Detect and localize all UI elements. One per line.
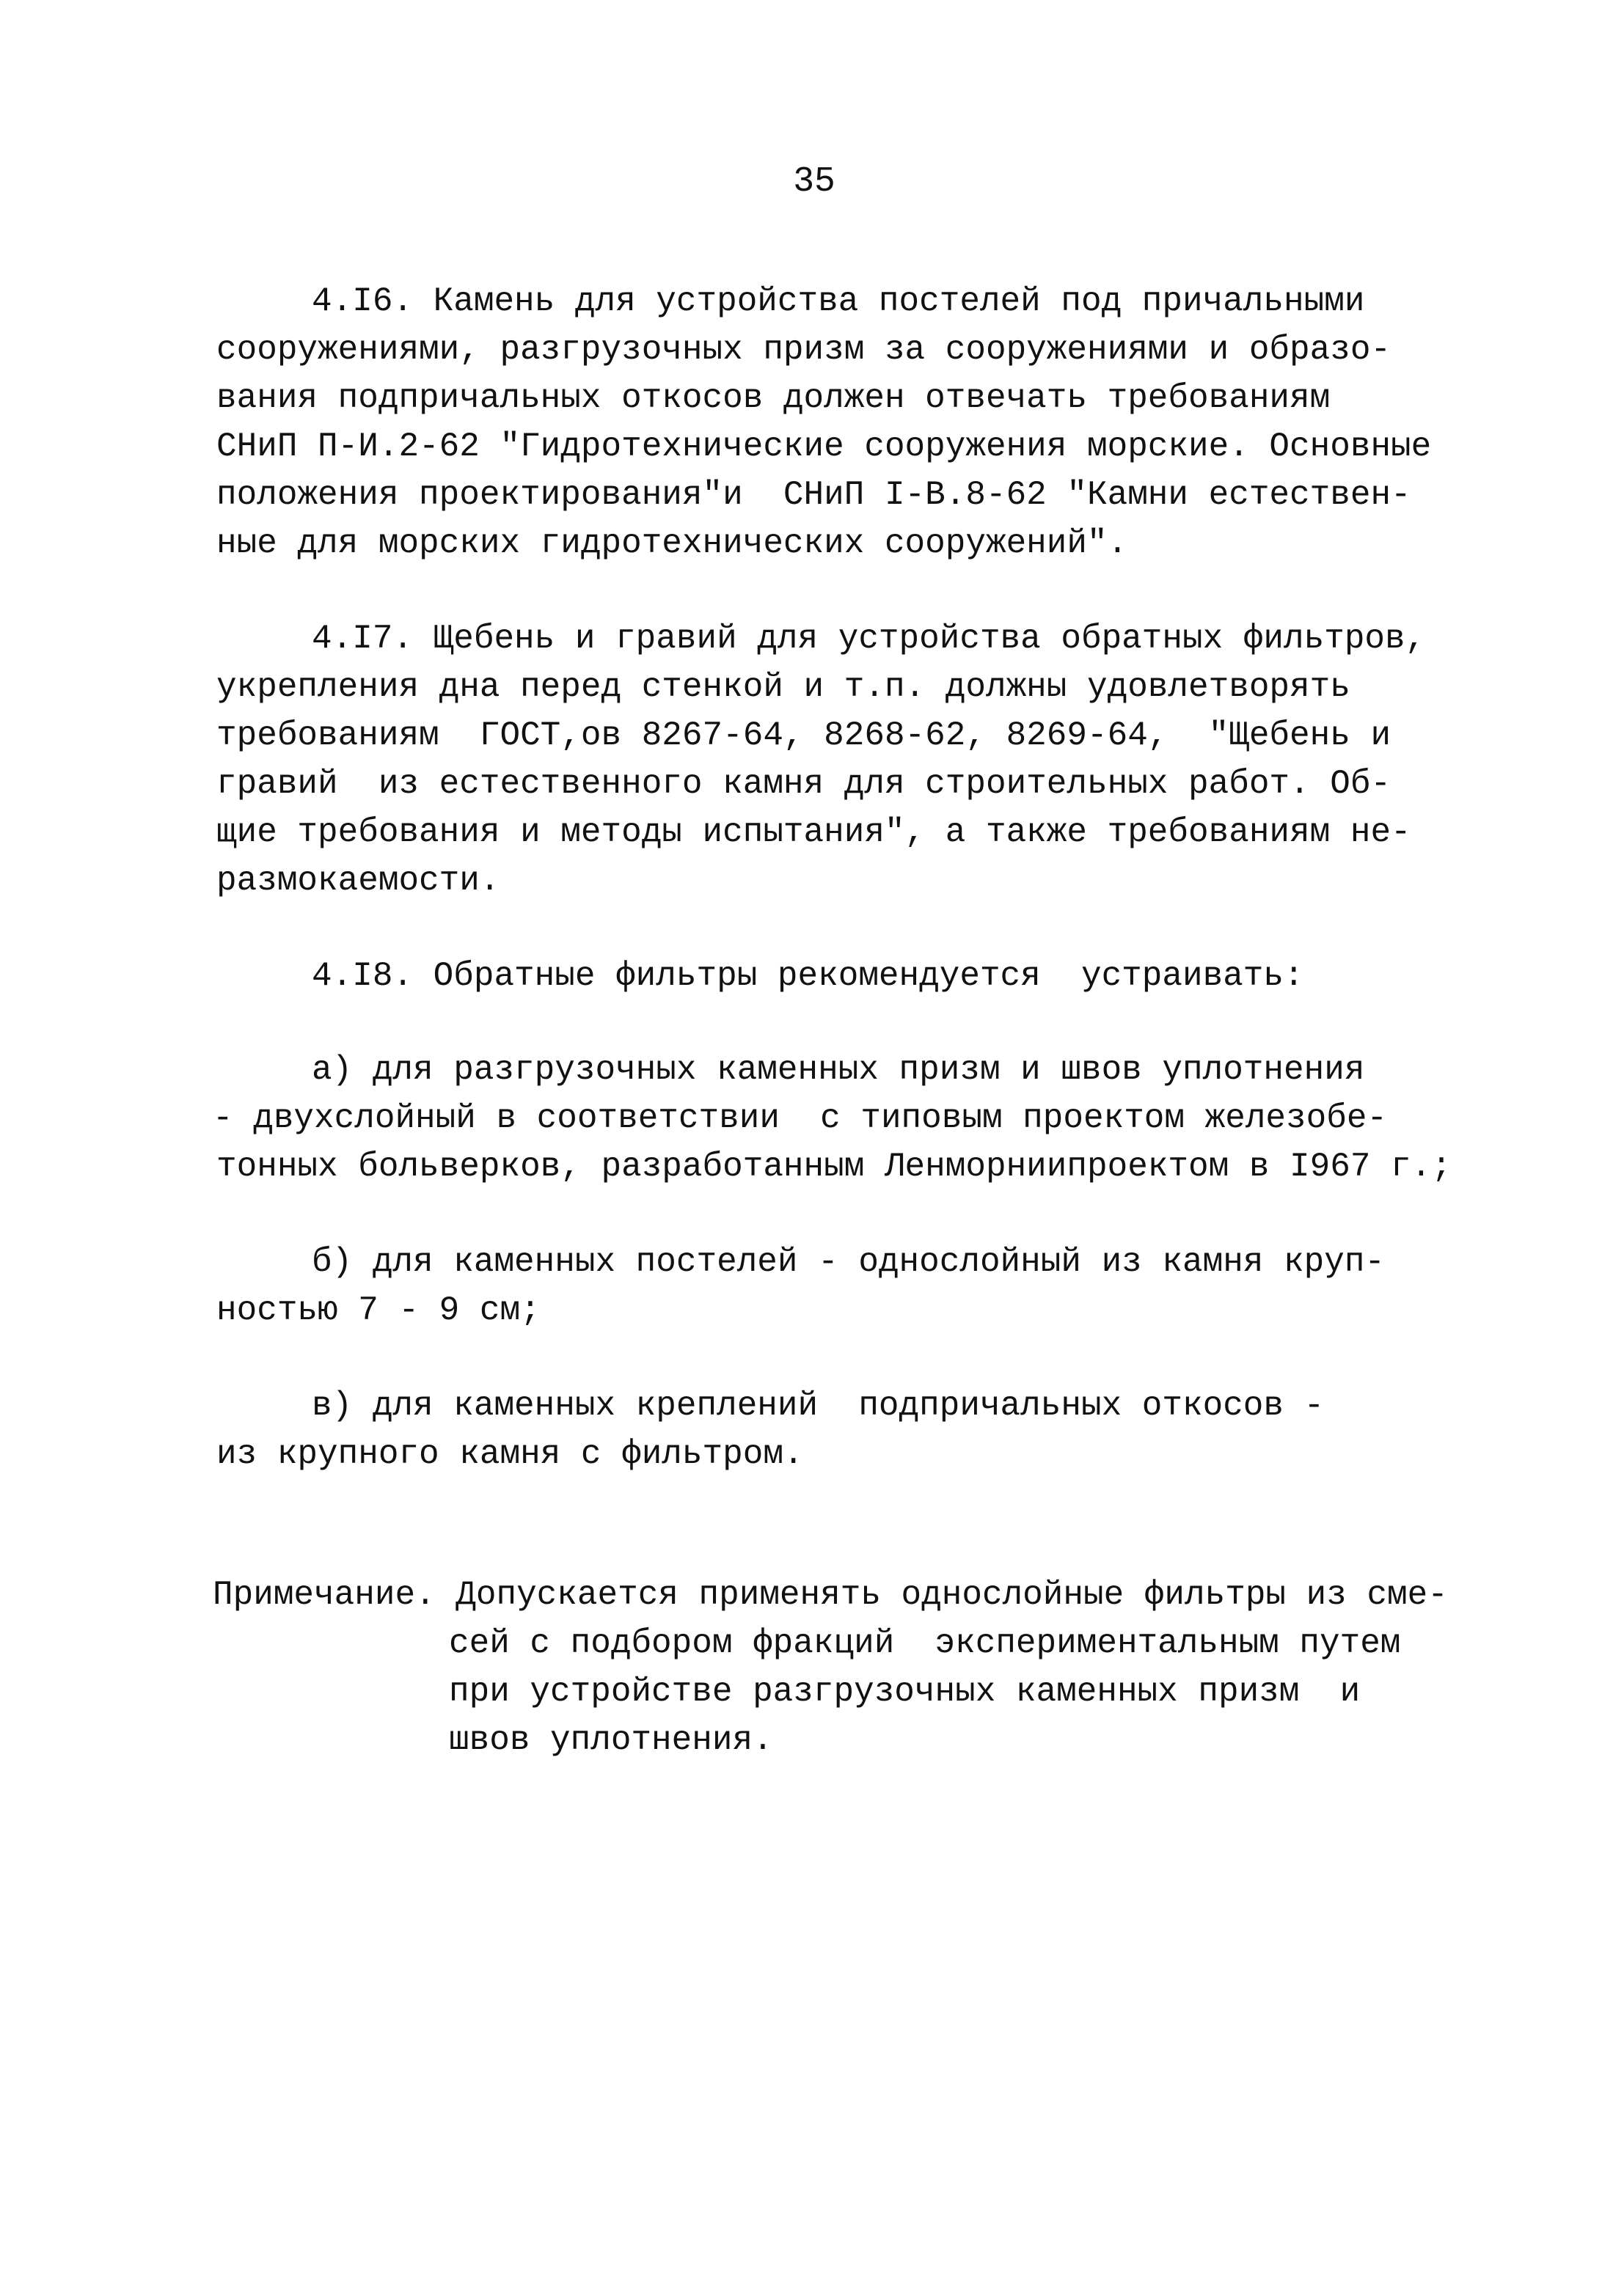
text-line: щие требования и методы испытания", а также требованиям не- bbox=[216, 813, 1411, 851]
text-line: б) для каменных постелей - однослойный из камня круп- bbox=[312, 1243, 1386, 1281]
text-line: сей с подбором фракций экспериментальным путем bbox=[449, 1624, 1401, 1662]
text-line: положения проектирования"и СНиП I-B.8-62 "Камни естествен- bbox=[216, 476, 1411, 514]
text-line: вания подпричальных откосов должен отвечать требованиям bbox=[216, 379, 1331, 417]
text-line: сооружениями, разгрузочных призм за сооружениями и образо- bbox=[216, 331, 1391, 369]
text-line: тонных больверков, разработанным Ленморниипроектом в I967 г.; bbox=[216, 1148, 1452, 1186]
text-line: гравий из естественного камня для строительных работ. Об- bbox=[216, 765, 1391, 803]
text-line: ностью 7 - 9 см; bbox=[216, 1291, 541, 1329]
text-line: при устройстве разгрузочных каменных призм и bbox=[449, 1673, 1361, 1711]
text-line: а) для разгрузочных каменных призм и швов уплотнения bbox=[312, 1051, 1365, 1089]
text-line: в) для каменных креплений подпричальных откосов - bbox=[312, 1387, 1325, 1425]
text-line: размокаемости. bbox=[216, 862, 500, 900]
page-number: 35 bbox=[793, 162, 835, 202]
text-line: СНиП П-И.2-62 "Гидротехнические сооружения морские. Основные bbox=[216, 428, 1432, 466]
text-line: швов уплотнения. bbox=[449, 1721, 773, 1759]
text-line: 4.I6. Камень для устройства постелей под причальными bbox=[312, 282, 1365, 320]
text-line: Примечание. Допускается применять однослойные фильтры из сме- bbox=[213, 1576, 1448, 1614]
text-line: из крупного камня с фильтром. bbox=[216, 1435, 804, 1473]
text-line: ные для морских гидротехнических сооружений". bbox=[216, 524, 1128, 562]
text-line: укрепления дна перед стенкой и т.п. должны удовлетворять bbox=[216, 668, 1350, 706]
text-line: 4.I8. Обратные фильтры рекомендуется устраивать: bbox=[312, 957, 1304, 995]
text-line: требованиям ГОСТ,ов 8267-64, 8268-62, 8269-64, "Щебень и bbox=[216, 716, 1391, 755]
text-line: 4.I7. Щебень и гравий для устройства обратных фильтров, bbox=[312, 620, 1426, 658]
text-line: - двухслойный в соответствии с типовым проектом железобе- bbox=[213, 1099, 1388, 1137]
